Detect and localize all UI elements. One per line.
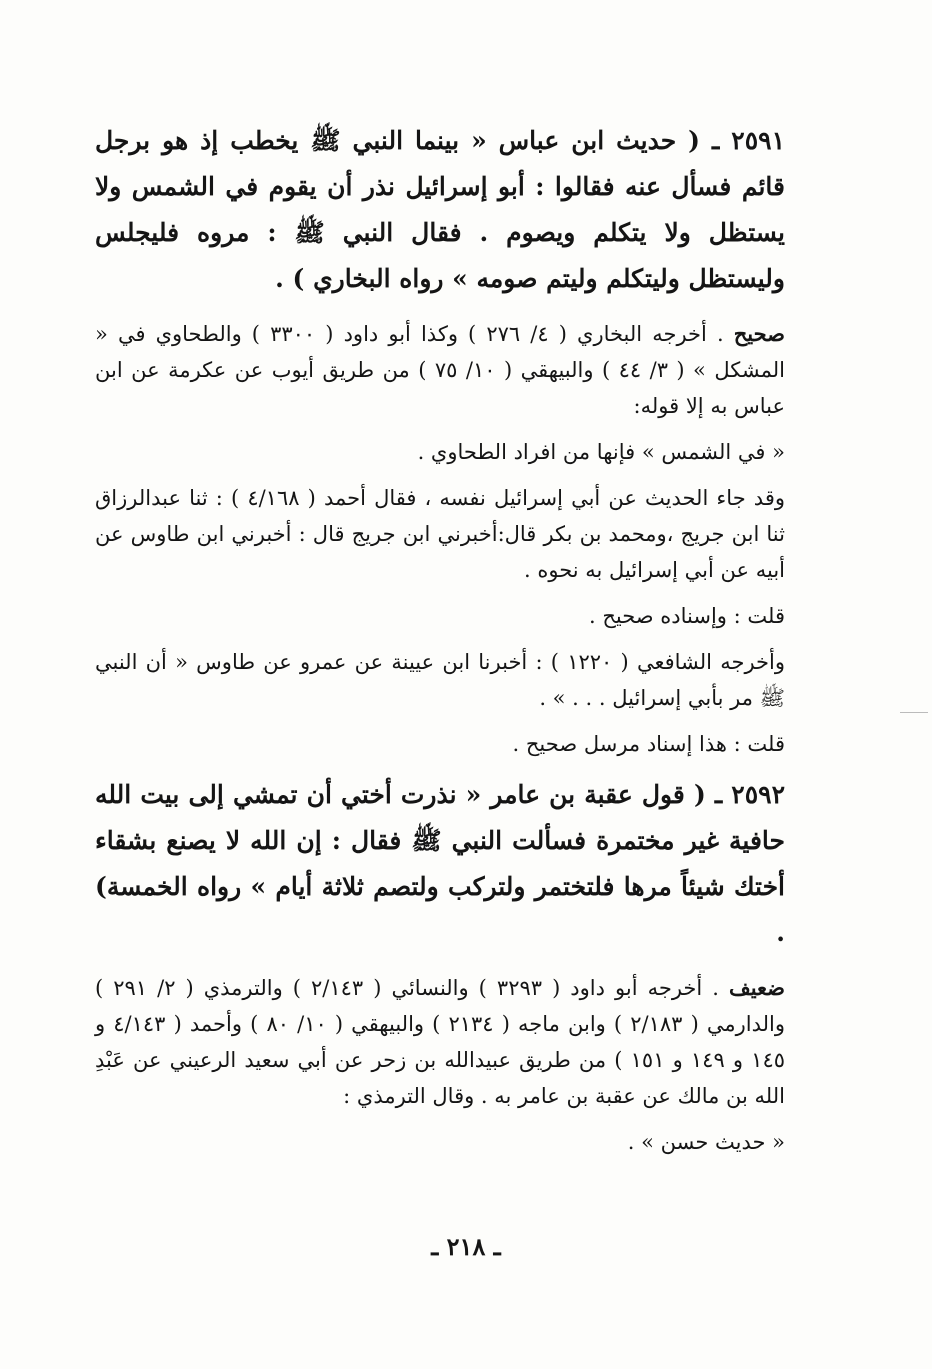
hadith-entry-2592 [95, 772, 785, 956]
entry-text: ـ ( قول عقبة بن عامر « نذرت أختي أن تمشي إلى بيت الله حافية غير مختمرة فسألت النبي ﷺ فقال : إن الله لا يصنع بشقاء أختك شيئاً مرها فلتختمر ولتركب ولتصم ثلاثة أيام » رواه الخمسة) . [95, 780, 785, 947]
hadith-entry-2591 [95, 118, 785, 302]
commentary-paragraph [95, 316, 785, 424]
commentary-paragraph: وقد جاء الحديث عن أبي إسرائيل نفسه ، فقال أحمد ( ٤/١٦٨ ) : ثنا عبدالرزاق ثنا ابن جريج ،ومحمد بن بكر قال:أخبرني ابن جريج قال : أخبرني ابن طاوس عن أبيه عن أبي إسرائيل به نحوه . [95, 486, 785, 582]
scan-edge-mark [900, 712, 928, 713]
commentary-paragraph: « حديث حسن » . [627, 1130, 785, 1154]
commentary-paragraph: قلت : وإسناده صحيح . [588, 604, 785, 628]
entry-number: ٢٥٩١ [731, 126, 785, 155]
commentary-paragraph: « في الشمس » فإنها من افراد الطحاوي . [417, 440, 785, 464]
grading-label: صحيح [733, 321, 785, 346]
paragraph-text: . أخرجه أبو داود ( ٣٢٩٣ ) والنسائي ( ٢/١٤٣ ) والترمذي ( ٢/ ٢٩١ ) والدارمي ( ٢/١٨٣ ) وابن ماجه ( ٢١٣٤ ) والبيهقي ( ١٠/ ٨٠ ) وأحمد ( ٤/١٤٣ و ١٤٥ و ١٤٩ و ١٥١ ) من طريق عبيدالله بن زحر عن أبي سعيد الرعيني عن عَبْدِ الله بن مالك عن عقبة بن عامر به . وقال الترمذي : [95, 976, 786, 1108]
entry-number: ٢٥٩٢ [731, 780, 785, 809]
page-number: ـ ٢١٨ ـ [431, 1232, 501, 1261]
page-content [95, 118, 785, 1170]
entry-text: ـ ( حديث ابن عباس « بينما النبي ﷺ يخطب إذ هو برجل قائم فسأل عنه فقالوا : أبو إسرائيل نذر أن يقوم في الشمس ولا يستظل ولا يتكلم ويصوم . فقال النبي ﷺ : مروه فليجلس وليستظل وليتكلم وليتم صومه » رواه البخاري ) . [95, 126, 785, 293]
commentary-paragraph: قلت : هذا إسناد مرسل صحيح . [512, 732, 785, 756]
commentary-paragraph: وأخرجه الشافعي ( ١٢٢٠ ) : أخبرنا ابن عيينة عن عمرو عن طاوس « أن النبي ﷺ مر بأبي إسرائيل . . . » . [95, 650, 786, 710]
grading-label: ضعيف [728, 975, 786, 1000]
commentary-paragraph [95, 970, 785, 1114]
paragraph-text: . أخرجه البخاري ( ٤/ ٢٧٦ ) وكذا أبو داود ( ٣٣٠٠ ) والطحاوي في « المشكل » ( ٣/ ٤٤ ) والبيهقي ( ١٠/ ٧٥ ) من طريق أيوب عن عكرمة عن ابن عباس به إلا قوله: [95, 322, 785, 418]
